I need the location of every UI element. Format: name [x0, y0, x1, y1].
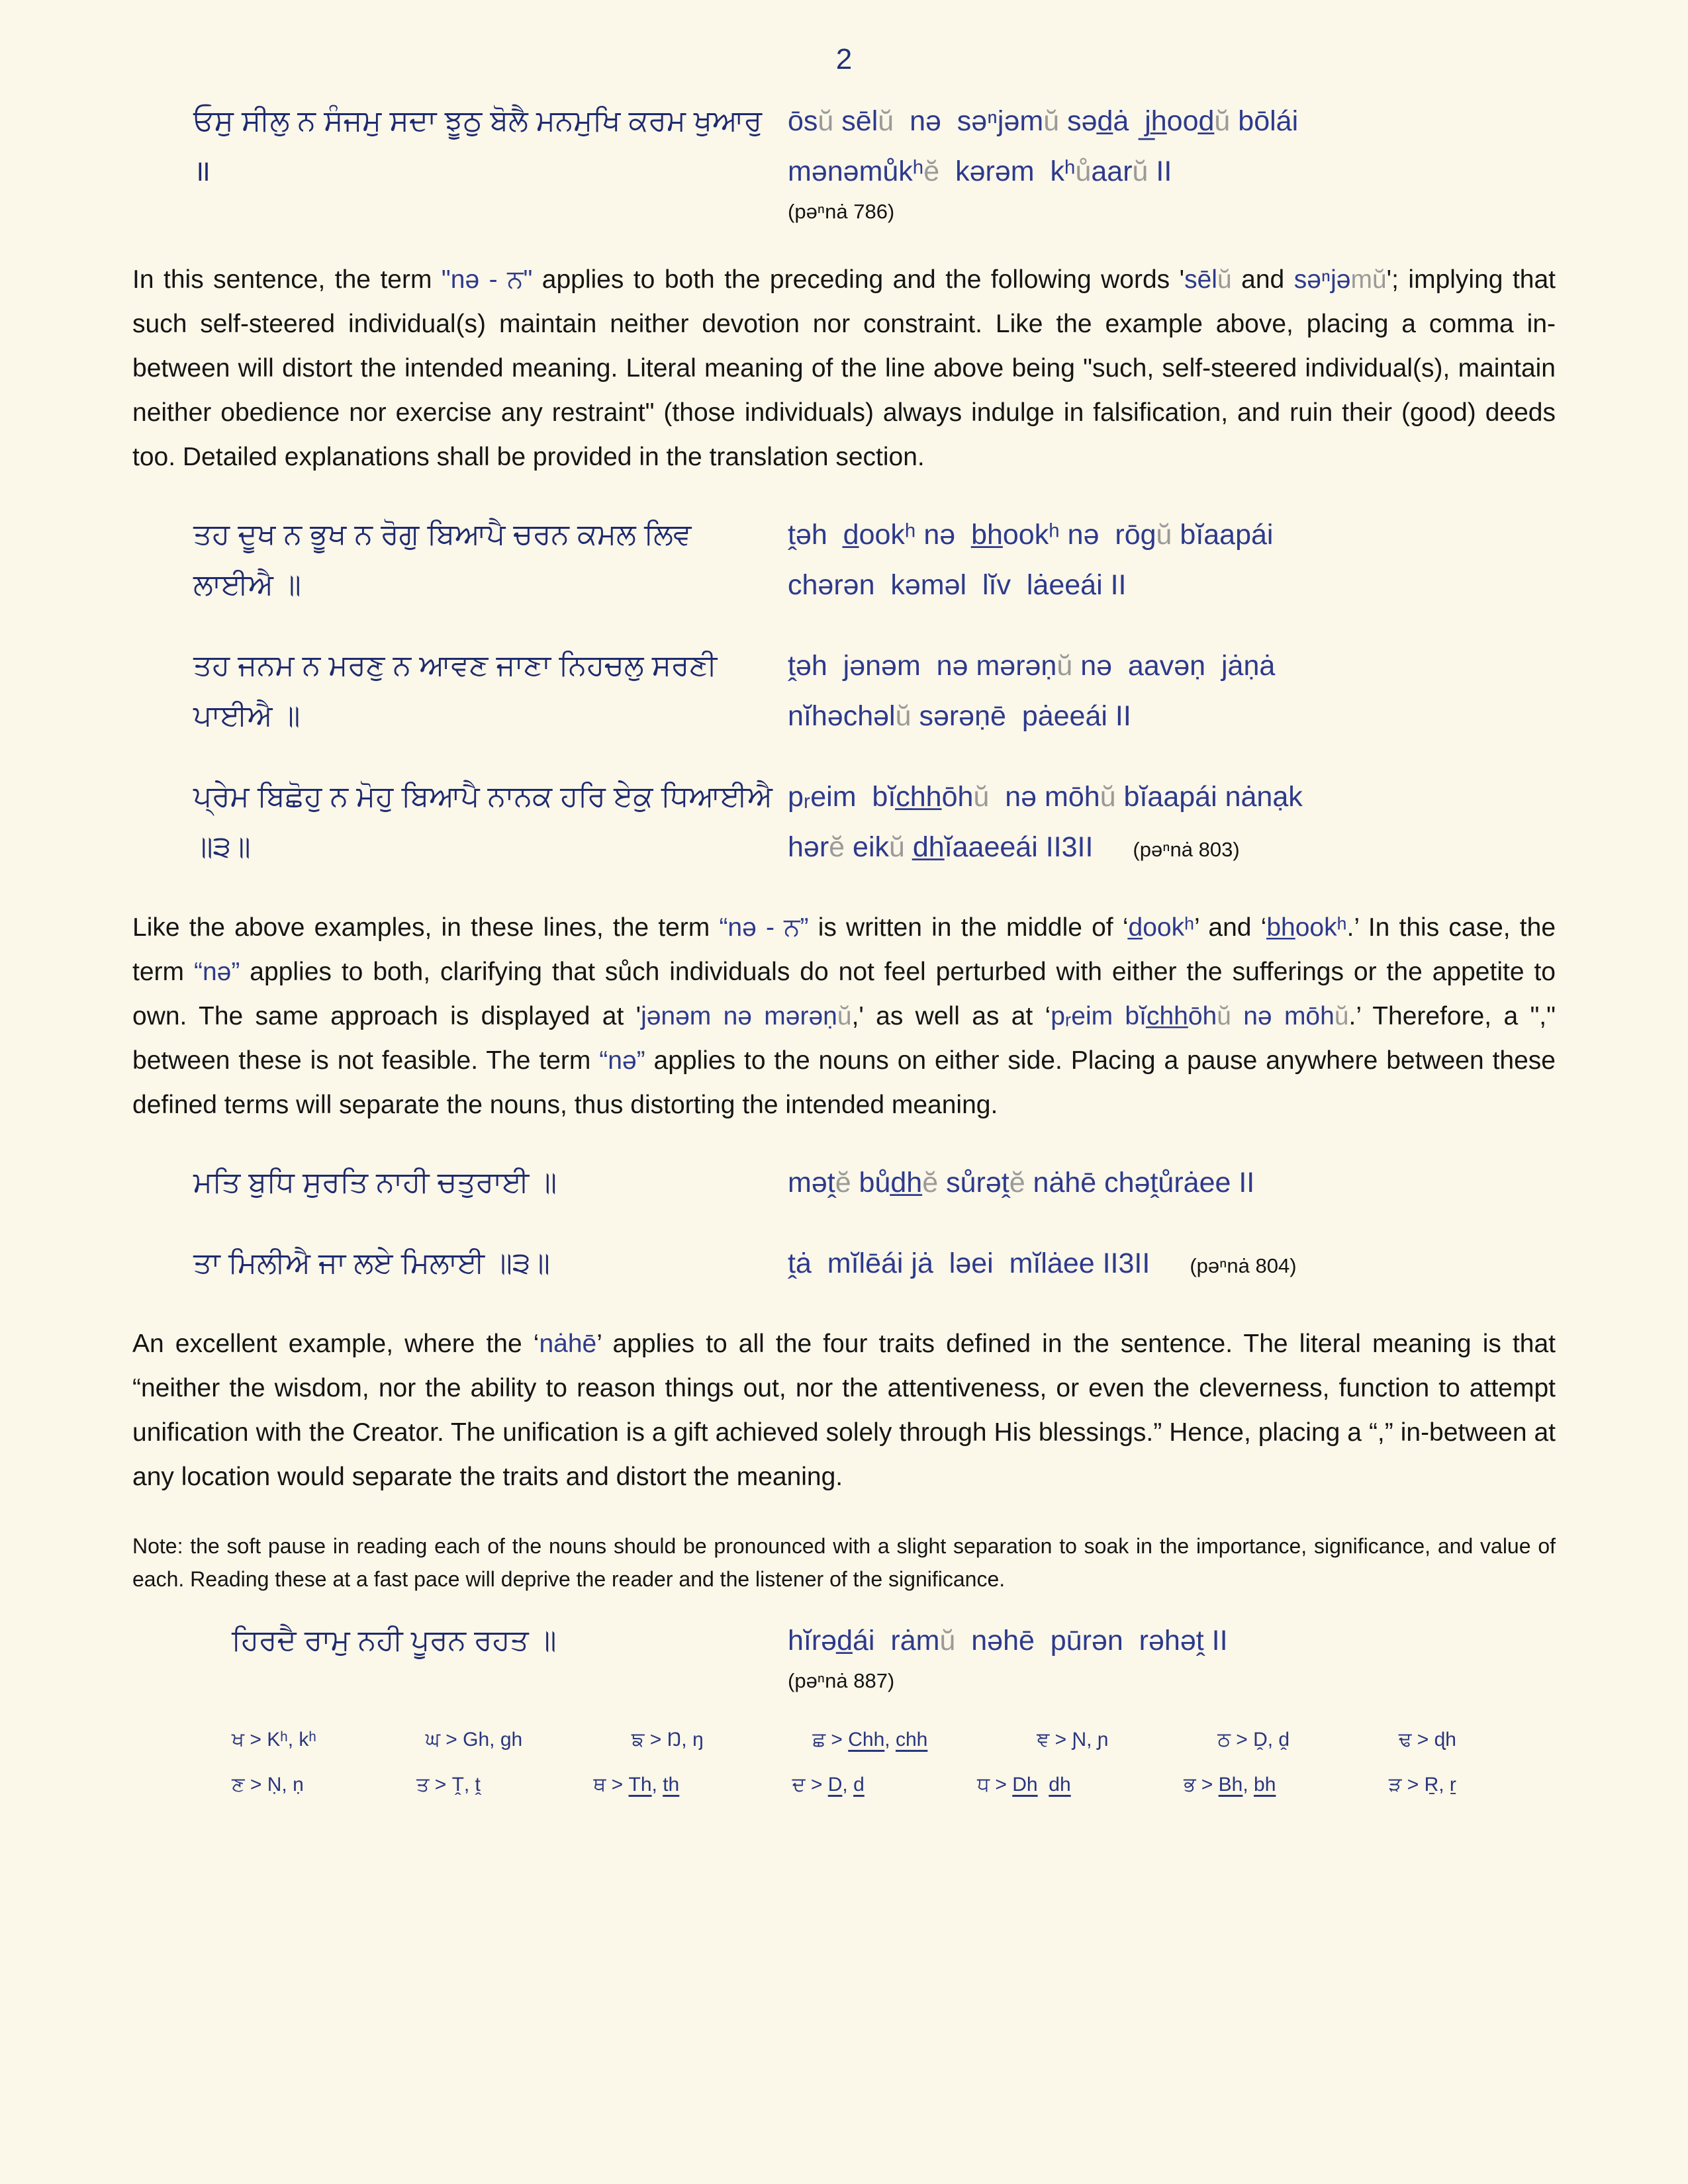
transliteration-column — [788, 1158, 1556, 1208]
text-segment: bůd̲h̲ — [851, 1167, 923, 1199]
text-segment: jə — [1331, 265, 1351, 294]
text-segment: sēl — [833, 105, 878, 137]
map-cell — [792, 1772, 865, 1798]
text-segment: məṱ — [788, 1167, 835, 1199]
gurmukhi-line: ॥੩॥ — [193, 831, 251, 863]
text-segment: bōlái — [1230, 105, 1299, 137]
text-segment: “nə” — [599, 1046, 645, 1075]
transliteration-line — [788, 772, 1556, 822]
gurmukhi-letter: ਛ > — [812, 1729, 849, 1751]
text-segment: ŭ — [1132, 156, 1149, 187]
transliteration-column — [788, 1615, 1556, 1696]
text-segment: sēl — [1184, 265, 1217, 294]
gurmukhi-letter: ਢ > — [1398, 1729, 1434, 1751]
text-segment: Bh — [1218, 1774, 1243, 1796]
text-segment: ŭ — [1043, 105, 1060, 137]
text-segment: jəm — [997, 105, 1044, 137]
text-segment: nə sə — [894, 105, 988, 137]
page-reference: (pəⁿnȧ 786) — [788, 200, 895, 223]
text-segment: .’ In this case, the term — [132, 913, 1556, 986]
map-cell — [977, 1772, 1071, 1798]
text-segment: ĕ — [922, 1167, 939, 1199]
text-segment: Ɲ, ɲ — [1072, 1729, 1109, 1751]
body-paragraph — [132, 905, 1556, 1127]
gurmukhi-letter: ਞ > — [1037, 1729, 1072, 1751]
map-cell — [1217, 1727, 1289, 1753]
transliteration-line — [788, 560, 1556, 610]
text-segment: ŭ — [1334, 1002, 1349, 1030]
text-segment: Ḓ, ḓ — [1253, 1729, 1290, 1751]
transliteration-column — [788, 510, 1556, 610]
text-segment: is written in the middle of ‘ — [808, 913, 1129, 942]
gurmukhi-line: ਤਹ ਜਨਮ ਨ ਮਰਣੁ ਨ ਆਵਣ ਜਾਣਾ ਨਿਹਚਲੁ ਸਰਣੀ — [193, 649, 718, 682]
text-segment: ŭ — [1156, 519, 1172, 551]
map-cell — [232, 1727, 316, 1753]
map-cell — [812, 1727, 927, 1753]
text-segment: səd̲ȧ j̲h̲ood̲ — [1059, 105, 1215, 137]
map-cell — [1037, 1727, 1108, 1753]
map-cell — [632, 1727, 704, 1753]
text-segment: nȧhē chəṱůrȧee II — [1025, 1167, 1255, 1199]
text-segment: "nə - ਨ" — [441, 265, 533, 294]
text-segment: kərəm kʰ — [939, 156, 1076, 187]
text-segment: ŭ — [837, 1002, 852, 1030]
gurmukhi-line: ॥ — [193, 155, 211, 187]
text-segment: chərən kəməl lĭv lȧeeái II — [788, 569, 1127, 601]
page-reference: (pəⁿnȧ 804) — [1190, 1254, 1297, 1277]
gurmukhi-line: ਪਾਈਐ ॥ — [193, 700, 301, 732]
gurmukhi-letter: ਧ > — [977, 1774, 1013, 1796]
gurmukhi-letter: ਠ > — [1217, 1729, 1254, 1751]
transliteration-column — [788, 772, 1556, 875]
map-row — [232, 1772, 1456, 1798]
text-segment: ĕ — [1009, 1167, 1025, 1199]
gurmukhi-letter: ਙ > — [631, 1729, 667, 1751]
text-segment: ŭ — [1056, 650, 1073, 682]
text-segment: “nə” — [193, 958, 240, 986]
text-segment: ṱəh jənəm nə mərəṇ — [788, 650, 1057, 682]
transliteration-column — [788, 1238, 1556, 1291]
text-segment: chh — [895, 1729, 928, 1751]
page-number: 2 — [835, 43, 853, 75]
text-segment: bĭaapái — [1172, 519, 1274, 551]
gurmukhi-column — [132, 772, 788, 875]
gurmukhi-column — [132, 1238, 788, 1291]
text-segment: eik — [845, 831, 889, 863]
gurmukhi-letter: ਖ > — [232, 1729, 267, 1751]
text-segment: applies to both the preceding and the following words ' — [532, 265, 1185, 294]
gurmukhi-column — [132, 641, 788, 741]
transliteration-column — [788, 96, 1556, 227]
text-segment: ŭ — [818, 105, 834, 137]
transliteration-line — [788, 1615, 1556, 1666]
text-segment: jənəm nə mərəṇ — [641, 1002, 837, 1030]
text-segment: applies to the nouns on either side. Placing a pause anywhere between these defined terms will separate the nouns, thus distorting the intended meaning. — [132, 1046, 1556, 1119]
text-segment: ōs — [788, 105, 818, 137]
map-cell — [416, 1772, 481, 1798]
transliteration-column — [788, 641, 1556, 741]
text-segment: nəhē pūrən rəhəṱ II — [955, 1625, 1228, 1657]
text-segment: ŭ — [1214, 105, 1231, 137]
text-segment: nə mōh — [989, 781, 1100, 813]
transliteration-line — [788, 1158, 1556, 1208]
gurmukhi-letter: ਥ > — [593, 1774, 629, 1796]
text-segment: ŭ — [878, 105, 894, 137]
gurmukhi-line: ਓਸੁ ਸੀਲੁ ਨ ਸੰਜਮੁ ਸਦਾ ਝੂਠੁ ਬੋਲੈ ਮਨਮੁਖਿ ਕਰਮ ਖੁਆਰੁ — [193, 105, 763, 137]
gurmukhi-letter: ਣ > — [232, 1774, 267, 1796]
text-segment: ŭ — [939, 1625, 956, 1657]
text-segment: ŭ — [889, 831, 905, 863]
text-segment: aar — [1091, 156, 1133, 187]
text-segment: Ṇ, ṇ — [267, 1774, 304, 1796]
text-segment: hər — [788, 831, 829, 863]
gurmukhi-line: ਪ੍ਰੇਮ ਬਿਛੋਹੁ ਨ ਮੋਹੁ ਬਿਆਪੈ ਨਾਨਕ ਹਰਿ ਏਕੁ ਧਿਆਈਐ — [193, 780, 773, 813]
gurmukhi-line: ਤਾ ਮਿਲੀਐ ਜਾ ਲਏ ਮਿਲਾਈ ॥੩॥ — [193, 1247, 550, 1279]
text-segment: hĭrəd̲ái rȧm — [788, 1625, 940, 1657]
text-segment: and — [1231, 265, 1294, 294]
map-cell — [426, 1727, 523, 1753]
text-segment: ṱȧ mĭlēái jȧ ləei mĭlȧee II3II — [788, 1248, 1150, 1279]
text-segment: nə mōh — [1231, 1002, 1335, 1030]
text-segment: applies to both, clarifying that sůch individuals do not feel perturbed with either the sufferings or the appetite to own. The same approach is displayed at ' — [132, 958, 1556, 1030]
text-segment: ŭ — [895, 700, 912, 732]
transliteration-line — [788, 1238, 1556, 1291]
text-segment: '; implying that such self-steered individual(s) maintain neither devotion nor constraint. Like the example above, placing a comma in-between will distort the intended meaning. Literal meaning of the line above being "such, self-steered individual(s), maintain neither obedience nor exercise any restraint" (those individuals) always indulge in falsification, and ruin their (good) deeds too. Detailed explanations shall be provided in the translation section. — [132, 265, 1556, 471]
text-segment: sə — [1293, 265, 1321, 294]
text-segment: pᵣeim bĭc̲h̲h̲ōh — [788, 781, 974, 813]
text-segment: II — [1148, 156, 1172, 187]
transliteration-line — [788, 146, 1556, 197]
gurmukhi-letter: ਦ > — [792, 1774, 828, 1796]
text-segment: d — [853, 1774, 865, 1796]
text-segment: ⁿ — [987, 105, 998, 137]
gurmukhi-column — [132, 1615, 788, 1696]
text-segment: th — [663, 1774, 680, 1796]
text-segment: , — [651, 1774, 663, 1796]
map-cell — [1399, 1727, 1456, 1753]
gurmukhi-letter: ਘ > — [425, 1729, 463, 1751]
text-segment: Ṟ, ṟ — [1424, 1774, 1456, 1796]
gurmukhi-line: ਤਹ ਦੂਖ ਨ ਭੂਖ ਨ ਰੋਗੁ ਬਿਆਪੈ ਚਰਨ ਕਮਲ ਲਿਵ — [193, 518, 692, 551]
text-segment: pᵣeim bĭc̲h̲h̲ōh — [1051, 1002, 1217, 1030]
text-segment: bĭaapái nȧnạk — [1115, 781, 1303, 813]
text-segment: ŭ — [1217, 1002, 1231, 1030]
map-row — [232, 1727, 1456, 1753]
body-paragraph — [132, 257, 1556, 479]
body-paragraph — [132, 1322, 1556, 1499]
verse-block-803 — [132, 510, 1556, 875]
transliteration-line — [788, 641, 1556, 691]
text-segment: ’ and ‘ — [1194, 913, 1267, 942]
text-segment: mŭ — [1350, 265, 1387, 294]
verse-block-786 — [132, 96, 1556, 227]
text-segment: ⁿ — [1321, 265, 1331, 294]
text-segment: mənəmůkʰ — [788, 156, 924, 187]
text-segment: ,' as well as at ‘ — [851, 1002, 1051, 1030]
text-segment: ŭ — [1217, 265, 1232, 294]
text-segment: ŭ — [1100, 781, 1116, 813]
map-cell — [1389, 1772, 1456, 1798]
page-reference: (pəⁿnȧ 803) — [1133, 838, 1240, 861]
text-segment: “nə - ਨ” — [719, 913, 809, 942]
text-segment: sůrəṱ — [938, 1167, 1009, 1199]
text-segment: ṱəh d̲ookʰ nə b̲h̲ookʰ nə rōg — [788, 519, 1156, 551]
text-segment: Chh — [848, 1729, 885, 1751]
text-segment: b̲h̲ookʰ — [1266, 913, 1347, 942]
gurmukhi-column — [132, 1158, 788, 1208]
text-segment: sərəṇē pȧeeái II — [911, 700, 1131, 732]
text-segment: nə aavəṇ jȧṇȧ — [1072, 650, 1276, 682]
text-segment: Ṱ, ṱ — [451, 1774, 481, 1796]
text-segment: Kʰ, kʰ — [267, 1729, 316, 1751]
text-segment: .’ Therefore, a "," between these is not feasible. The term — [132, 1002, 1556, 1075]
text-segment: ŭ — [973, 781, 990, 813]
gurmukhi-line: ਹਿਰਦੈ ਰਾਮੁ ਨਹੀ ਪੂਰਨ ਰਹਤ ॥ — [232, 1624, 557, 1657]
gurmukhi-column — [132, 96, 788, 227]
transliteration-line — [788, 691, 1556, 741]
text-segment: ĕ — [835, 1167, 851, 1199]
text-segment: An excellent example, where the ‘ — [132, 1330, 539, 1358]
transliteration-line — [788, 510, 1556, 560]
text-segment: Th — [628, 1774, 652, 1796]
text-segment: nĭhəchəl — [788, 700, 896, 732]
map-cell — [1184, 1772, 1276, 1798]
gurmukhi-letter: ਤ > — [416, 1774, 452, 1796]
map-cell — [593, 1772, 679, 1798]
text-segment: dh — [1049, 1774, 1071, 1796]
verse-block-887 — [132, 1615, 1556, 1696]
gurmukhi-line: ਮਤਿ ਬੁਧਿ ਸੁਰਤਿ ਨਾਹੀ ਚਤੁਰਾਈ ॥ — [193, 1166, 557, 1199]
gurmukhi-letter: ੜ > — [1388, 1774, 1425, 1796]
text-segment: nȧhē — [539, 1330, 597, 1358]
text-segment: ɖh — [1434, 1729, 1456, 1751]
text-segment: Note: the soft pause in reading each of the nouns should be pronounced with a slight separation to soak in the importance, significance, and value of each. Reading these at a fast pace will deprive the reader and the listener of the significance. — [132, 1534, 1556, 1591]
text-segment: ů — [1075, 156, 1092, 187]
text-segment: D — [827, 1774, 843, 1796]
text-segment: , — [1243, 1774, 1254, 1796]
text-segment: d̲h̲ĭaaeeái II3II — [904, 831, 1094, 863]
text-segment: In this sentence, the term — [132, 265, 442, 294]
note-paragraph — [132, 1529, 1556, 1596]
page-reference: (pəⁿnȧ 887) — [788, 1669, 895, 1692]
text-segment: Ŋ, ŋ — [667, 1729, 704, 1751]
gurmukhi-letter: ਭ > — [1184, 1774, 1219, 1796]
text-segment: , — [842, 1774, 854, 1796]
gurmukhi-line: ਲਾਈਐ ॥ — [193, 569, 301, 601]
transliteration-map — [132, 1727, 1556, 1798]
text-segment: Gh, gh — [463, 1729, 523, 1751]
text-segment: ĕ — [829, 831, 845, 863]
text-segment: Dh — [1012, 1774, 1038, 1796]
verse-block-804 — [132, 1158, 1556, 1291]
transliteration-line — [788, 822, 1556, 875]
gurmukhi-column — [132, 510, 788, 610]
text-segment: ’ applies to all the four traits defined in the sentence. The literal meaning is that “neither the wisdom, nor the ability to reason things out, nor the attentiveness, or even the cleverness, function to attempt unification with the Creator. The unification is a gift achieved solely through His blessings.” Hence, placing a “,” in-between at any location would separate the traits and distort the meaning. — [132, 1330, 1556, 1491]
map-cell — [232, 1772, 304, 1798]
text-segment — [1038, 1774, 1049, 1796]
text-segment: bh — [1254, 1774, 1276, 1796]
transliteration-line — [788, 96, 1556, 146]
text-segment: d̲ookʰ — [1128, 913, 1195, 942]
text-segment: Like the above examples, in these lines, the term — [132, 913, 720, 942]
text-segment: , — [884, 1729, 896, 1751]
text-segment: ĕ — [923, 156, 940, 187]
